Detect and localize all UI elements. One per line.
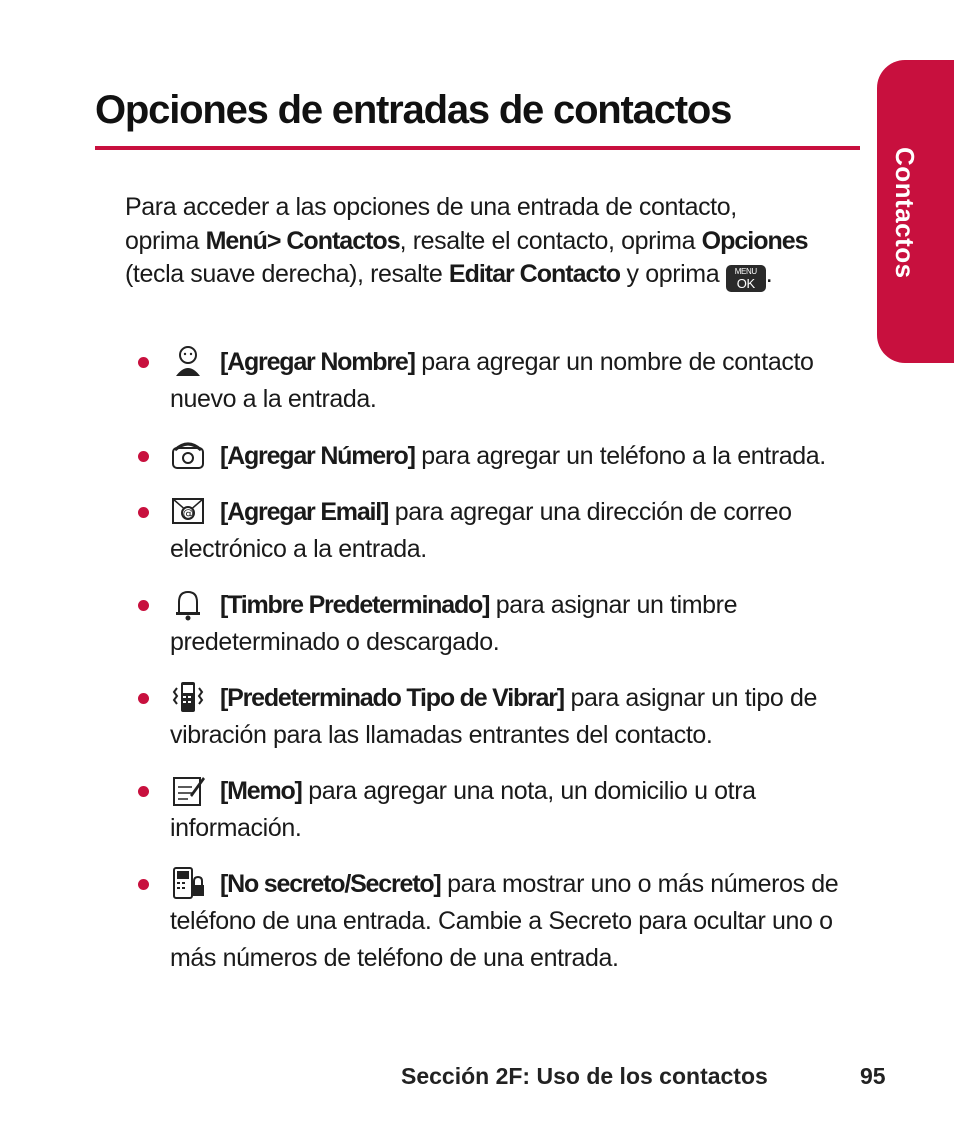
intro-options-label: Opciones [701, 226, 808, 255]
option-label: [Agregar Nombre] [220, 348, 415, 376]
key-top-label: MENU [734, 267, 757, 276]
list-item [170, 494, 860, 568]
page-title: Opciones de entradas de contactos [95, 88, 732, 132]
bullet-dot [138, 507, 149, 518]
list-item [170, 344, 860, 418]
option-text: para agregar una nota, un domicilio u otra información. [170, 777, 756, 842]
option-text: para asignar un timbre predeterminado o descargado. [170, 591, 738, 656]
option-label: [Timbre Predeterminado] [220, 591, 490, 619]
option-text: para agregar un teléfono a la entrada. [414, 442, 826, 470]
option-label: [Agregar Email] [220, 498, 389, 526]
list-item [170, 438, 860, 475]
list-item [170, 587, 860, 661]
option-text: para agregar un nombre de contacto nuevo a la entrada. [170, 348, 814, 413]
bullet-dot [138, 879, 149, 890]
option-label: [Predeterminado Tipo de Vibrar] [220, 684, 564, 712]
intro-text-5: . [765, 260, 773, 288]
bullet-dot [138, 451, 149, 462]
side-tab-label: Contactos [890, 147, 920, 279]
bullet-dot [138, 600, 149, 611]
option-text: para mostrar uno o más números de teléfono de una entrada. Cambie a Secreto para ocultar uno o más números de teléfono de una entrada. [170, 870, 839, 972]
option-text: para asignar un tipo de vibración para las llamadas entrantes del contacto. [170, 684, 817, 749]
svg-text:@: @ [182, 507, 194, 520]
key-bottom-label: OK [736, 276, 755, 291]
page-number: 95 [860, 1063, 886, 1089]
phone-icon [170, 438, 206, 472]
list-item [170, 680, 860, 754]
intro-text-1: Para acceder a las opciones de una entrada de contacto, oprima [125, 193, 737, 255]
option-text: para agregar una dirección de correo electrónico a la entrada. [170, 498, 792, 563]
email-icon [170, 494, 206, 528]
secret-lock-icon [170, 866, 206, 900]
intro-text-2: , resalte el contacto, oprima [399, 226, 702, 255]
vibrate-phone-icon [170, 680, 206, 714]
intro-text-4: y oprima [620, 260, 726, 288]
bullet-dot [138, 693, 149, 704]
bullet-dot [138, 357, 149, 368]
memo-icon [170, 773, 206, 807]
intro-menu-path: Menú> Contactos [205, 226, 400, 255]
list-item [170, 773, 860, 847]
option-label: [No secreto/Secreto] [220, 870, 441, 898]
list-item [170, 866, 860, 977]
intro-text-3: (tecla suave derecha), resalte [125, 260, 449, 288]
option-label: [Agregar Número] [220, 442, 415, 470]
footer-section-title: Sección 2F: Uso de los contactos [401, 1063, 768, 1089]
intro-edit-contact-label: Editar Contacto [448, 260, 621, 288]
bell-icon [170, 587, 206, 621]
option-label: [Memo] [220, 777, 302, 805]
bullet-dot [138, 786, 149, 797]
person-icon [170, 344, 206, 378]
